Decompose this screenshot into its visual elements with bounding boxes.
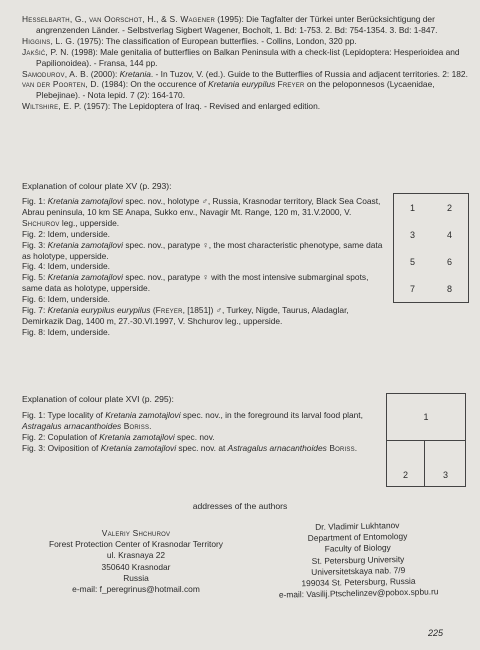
plate-xv-title: Explanation of colour plate XV (p. 293): bbox=[22, 181, 172, 191]
plate-xvi-fig-2: Fig. 2: Copulation of Kretania zamotajlovi spec. nov. bbox=[22, 431, 215, 442]
plate-xv-fig-1: Fig. 1: Kretania zamotajlovi spec. nov., holotype ♂, Russia, Krasnodar territory, Black Sea Coast, Abrau peninsula, 10 km SE Anapa, Sukko env., Navagir Mt. Range, 120 m, 31.V.2000, V. Shchurov leg., upperside. bbox=[22, 196, 381, 228]
author-name: Dr. Vladimir Lukhtanov bbox=[315, 520, 400, 532]
author-street: Universitetskaya nab. 7/9 bbox=[311, 564, 406, 577]
plate-xv-fig-7: Fig. 7: Kretania eurypilus eurypilus (Freyer, [1851]) ♂, Turkey, Nigde, Taurus, Aladaglar, Demirkazik Dag, 1400 m, 27.-30.VI.1997, V. Shchurov leg., upperside. bbox=[22, 305, 349, 326]
page-number: 225 bbox=[428, 628, 444, 638]
author-department: Department of Entomology bbox=[307, 531, 408, 544]
plate-xvi-cell-3: 3 bbox=[442, 470, 448, 480]
plate-xv-layout-grid bbox=[393, 193, 469, 303]
plate-xv-fig-6: Fig. 6: Idem, underside. bbox=[22, 294, 110, 305]
reference-samodurov: Samodurov, A. B. (2000): Kretania. - In Tuzov, V. (ed.). Guide to the Butterflies of Russia and adjacent territories. 2: 182. bbox=[22, 68, 468, 79]
author-city: 199034 St. Petersburg, Russia bbox=[301, 575, 416, 589]
plate-xv-cell-2: 2 bbox=[446, 202, 452, 213]
reference-van-der-poorten: van der Poorten, D. (1984): On the occurence of Kretania eurypilus Freyer on the peloponnesos (Lycaenidae, Plebejinae). - Nota lepid. 7 (2): 164-170. bbox=[22, 79, 435, 101]
reference-list bbox=[22, 14, 470, 112]
author-name: Valeriy Shchurov bbox=[101, 528, 171, 538]
plate-xv-cell-7: 7 bbox=[409, 283, 415, 294]
plate-xvi-explanation bbox=[22, 410, 377, 454]
plate-xv-fig-2: Fig. 2: Idem, underside. bbox=[22, 228, 110, 239]
author-faculty: Faculty of Biology bbox=[324, 542, 391, 555]
plate-xvi-fig-1: Fig. 1: Type locality of Kretania zamotajlovi spec. nov., in the foreground its larval food plant, Astragalus arnacanthoides Boriss. bbox=[22, 410, 363, 431]
author-institution: Forest Protection Center of Krasnodar Territory bbox=[49, 539, 223, 550]
plate-xv-fig-4: Fig. 4: Idem, underside. bbox=[22, 261, 110, 272]
plate-xvi-fig-3: Fig. 3: Oviposition of Kretania zamotajlovi spec. nov. at Astragalus arnacanthoides Boriss. bbox=[22, 442, 358, 453]
plate-xv-cell-1: 1 bbox=[409, 202, 415, 213]
author-email: e-mail: f_peregrinus@hotmail.com bbox=[72, 584, 200, 595]
plate-xv-fig-5: Fig. 5: Kretania zamotajlovi spec. nov., paratype ♀ with the most intensive submarginal spots, same data as holotype, upperside. bbox=[22, 272, 369, 294]
author-city: 350640 Krasnodar bbox=[101, 561, 171, 572]
plate-xv-explanation bbox=[22, 196, 388, 338]
plate-xv-fig-3: Fig. 3: Kretania zamotajlovi spec. nov., paratype ♀, the most characteristic phenotype, same data as holotype, upperside. bbox=[22, 239, 383, 261]
plate-xvi-title: Explanation of colour plate XVI (p. 295): bbox=[22, 394, 174, 404]
plate-xv-cell-8: 8 bbox=[446, 283, 452, 294]
plate-xvi-cell-2: 2 bbox=[387, 441, 425, 486]
author-address-shchurov bbox=[18, 528, 254, 595]
plate-xv-cell-6: 6 bbox=[446, 256, 452, 267]
author-country: Russia bbox=[123, 572, 149, 583]
plate-xvi-layout-grid bbox=[386, 393, 466, 487]
plate-xv-cell-5: 5 bbox=[409, 256, 415, 267]
addresses-heading: addresses of the authors bbox=[192, 501, 288, 511]
author-address-lukhtanov bbox=[251, 519, 465, 602]
plate-xv-cell-4: 4 bbox=[446, 229, 452, 240]
plate-xv-cell-3: 3 bbox=[409, 229, 415, 240]
author-university: St. Petersburg University bbox=[311, 553, 405, 566]
reference-wiltshire: Wiltshire, E. P. (1957): The Lepidoptera of Iraq. - Revised and enlarged edition. bbox=[22, 101, 321, 112]
reference-jaksic: Jakšić, P. N. (1998): Male genitalia of butterflies on Balkan Peninsula with a check-list (Lepidoptera: Hesperioidea and Papilionoidea). - Fransa, 144 pp. bbox=[22, 46, 460, 68]
author-street: ul. Krasnaya 22 bbox=[106, 550, 166, 561]
reference-higgins: Higgins, L. G. (1975): The classification of European butterflies. - Collins, London, 320 pp. bbox=[22, 35, 357, 46]
author-email: e-mail: Vasilij.Ptschelinzev@pobox.spbu.ru bbox=[278, 586, 439, 600]
plate-xvi-cell-1: 1 bbox=[387, 394, 465, 441]
plate-xv-fig-8: Fig. 8: Idem, underside. bbox=[22, 326, 110, 337]
reference-hesselbarth: Hesselbarth, G., van Oorschot, H., & S. Wagener (1995): Die Tagfalter der Türkei unter Berücksichtigung der angrenzenden Länder. - Selbstverlag Sigbert Wagener, Bocholt, 1. Bd: 1-753. 2. Bd: 754-1354. 3. Bd: 1-847. bbox=[22, 14, 438, 35]
